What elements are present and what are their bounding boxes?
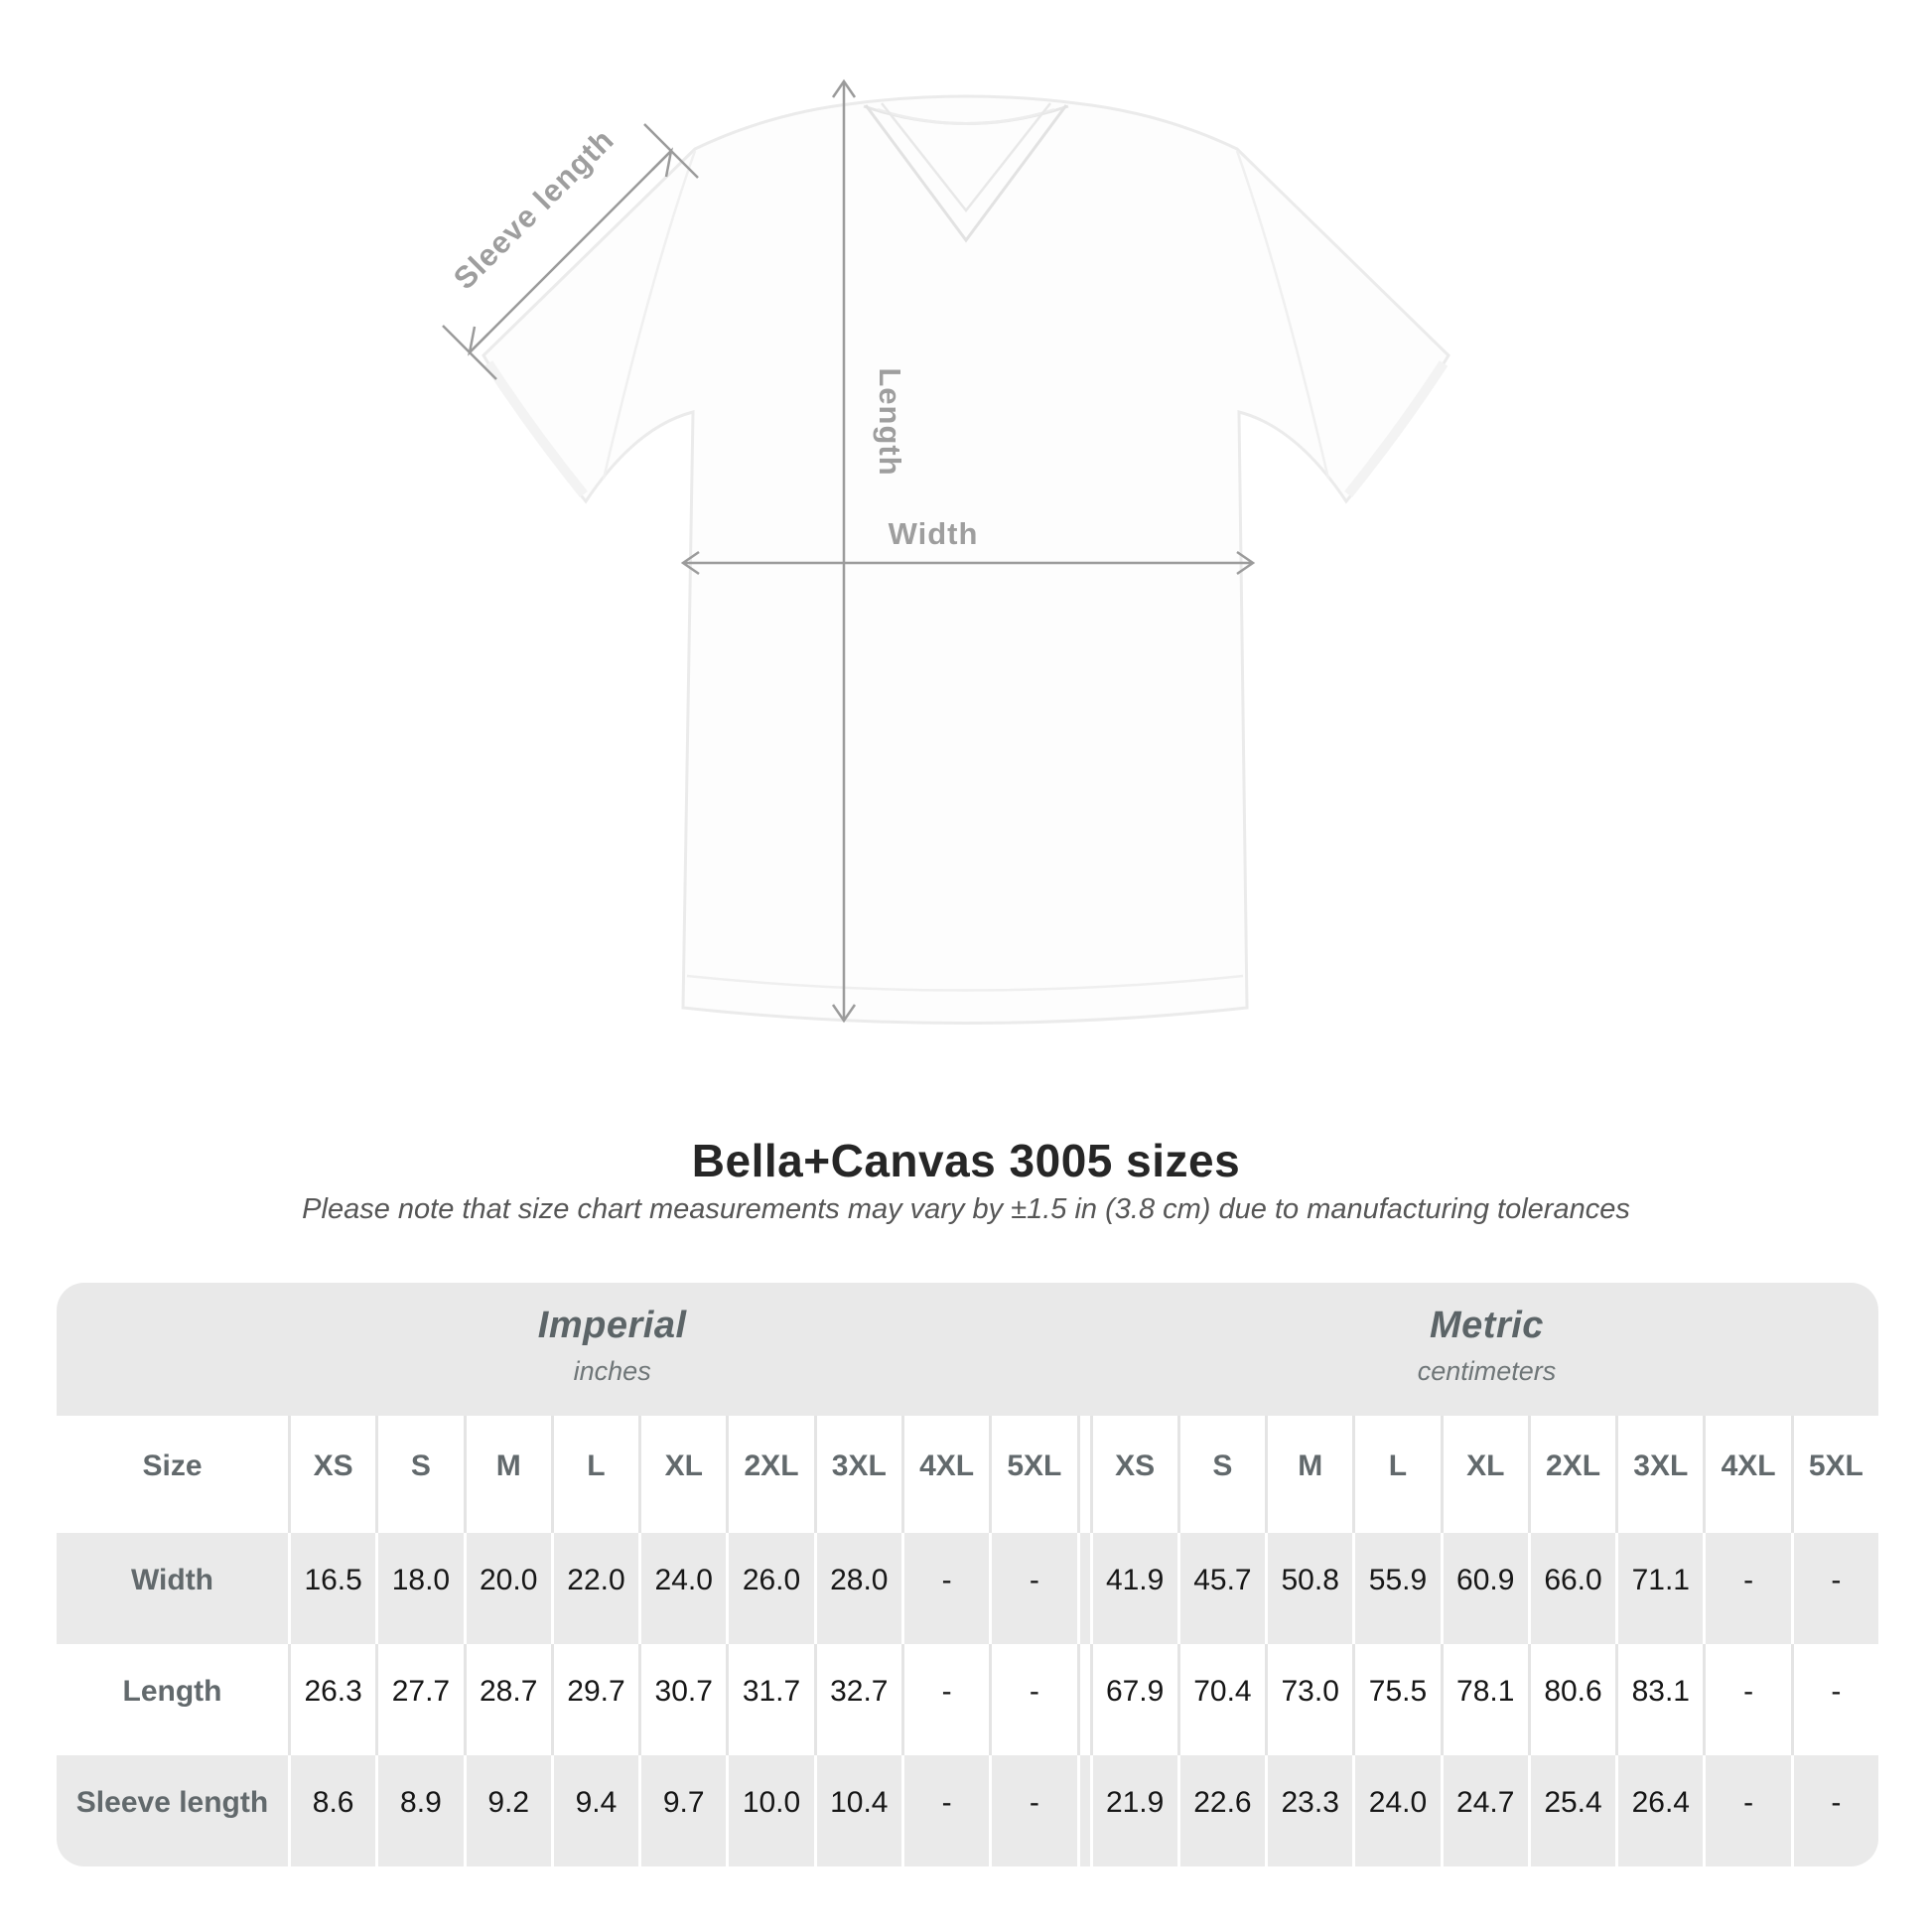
cell-width-imperial-5xl: -: [992, 1533, 1076, 1644]
size-header-metric-l: L: [1355, 1416, 1440, 1533]
tolerance-note: Please note that size chart measurements may vary by ±1.5 in (3.8 cm) due to manufacturing tolerances: [302, 1193, 1630, 1225]
cell-width-metric-s: 45.7: [1180, 1533, 1265, 1644]
metric-unit: centimeters: [1417, 1356, 1557, 1387]
cell-sleeve-length-metric-5xl: -: [1794, 1755, 1878, 1866]
cell-length-metric-2xl: 80.6: [1531, 1644, 1615, 1755]
cell-width-imperial-xl: 24.0: [641, 1533, 726, 1644]
size-header-metric-5xl: 5XL: [1794, 1416, 1878, 1533]
cell-sleeve-length-imperial-xl: 9.7: [641, 1755, 726, 1866]
group-divider: [1080, 1755, 1090, 1866]
size-column-header: Size: [57, 1416, 288, 1533]
page-title: Bella+Canvas 3005 sizes: [691, 1135, 1241, 1186]
cell-length-imperial-s: 27.7: [378, 1644, 463, 1755]
cell-length-imperial-xs: 26.3: [291, 1644, 375, 1755]
cell-width-metric-4xl: -: [1706, 1533, 1790, 1644]
cell-width-imperial-l: 22.0: [554, 1533, 638, 1644]
metric-label: Metric: [1430, 1305, 1544, 1347]
imperial-label: Imperial: [537, 1305, 687, 1347]
sleeve-length-label: Sleeve length: [446, 121, 621, 297]
cell-sleeve-length-metric-l: 24.0: [1355, 1755, 1440, 1866]
cell-sleeve-length-metric-xl: 24.7: [1444, 1755, 1528, 1866]
row-label-sleeve-length: Sleeve length: [57, 1755, 288, 1866]
cell-sleeve-length-imperial-s: 8.9: [378, 1755, 463, 1866]
cell-width-metric-xl: 60.9: [1444, 1533, 1528, 1644]
cell-sleeve-length-imperial-2xl: 10.0: [729, 1755, 813, 1866]
size-header-imperial-xl: XL: [641, 1416, 726, 1533]
cell-width-imperial-m: 20.0: [467, 1533, 551, 1644]
imperial-unit-header: [538, 1305, 687, 1387]
metric-unit-header: [1418, 1305, 1557, 1387]
table-row-sleeve-length: [57, 1755, 1878, 1866]
cell-sleeve-length-imperial-4xl: -: [904, 1755, 989, 1866]
cell-length-metric-xl: 78.1: [1444, 1644, 1528, 1755]
size-header-imperial-m: M: [467, 1416, 551, 1533]
cell-width-metric-3xl: 71.1: [1618, 1533, 1703, 1644]
cell-length-metric-4xl: -: [1706, 1644, 1790, 1755]
cell-width-imperial-xs: 16.5: [291, 1533, 375, 1644]
cell-length-imperial-xl: 30.7: [641, 1644, 726, 1755]
unit-header-band: [57, 1283, 1878, 1416]
size-header-metric-4xl: 4XL: [1706, 1416, 1790, 1533]
cell-sleeve-length-imperial-l: 9.4: [554, 1755, 638, 1866]
size-header-metric-3xl: 3XL: [1618, 1416, 1703, 1533]
width-label: Width: [888, 516, 979, 551]
cell-sleeve-length-imperial-m: 9.2: [467, 1755, 551, 1866]
imperial-unit: inches: [573, 1356, 651, 1387]
size-header-imperial-2xl: 2XL: [729, 1416, 813, 1533]
cell-length-metric-xs: 67.9: [1093, 1644, 1177, 1755]
row-label-width: Width: [57, 1533, 288, 1644]
cell-width-metric-5xl: -: [1794, 1533, 1878, 1644]
cell-length-imperial-4xl: -: [904, 1644, 989, 1755]
size-table: [57, 1283, 1878, 1866]
cell-length-imperial-3xl: 32.7: [817, 1644, 901, 1755]
cell-length-imperial-m: 28.7: [467, 1644, 551, 1755]
cell-width-metric-l: 55.9: [1355, 1533, 1440, 1644]
cell-length-imperial-l: 29.7: [554, 1644, 638, 1755]
cell-width-metric-m: 50.8: [1268, 1533, 1352, 1644]
cell-length-metric-3xl: 83.1: [1618, 1644, 1703, 1755]
group-divider: [1080, 1533, 1090, 1644]
cell-sleeve-length-metric-xs: 21.9: [1093, 1755, 1177, 1866]
size-header-imperial-xs: XS: [291, 1416, 375, 1533]
table-row-width: [57, 1533, 1878, 1644]
cell-sleeve-length-metric-s: 22.6: [1180, 1755, 1265, 1866]
cell-width-metric-2xl: 66.0: [1531, 1533, 1615, 1644]
cell-sleeve-length-metric-m: 23.3: [1268, 1755, 1352, 1866]
size-header-metric-xs: XS: [1093, 1416, 1177, 1533]
size-header-imperial-s: S: [378, 1416, 463, 1533]
cell-width-metric-xs: 41.9: [1093, 1533, 1177, 1644]
tshirt-body: [483, 96, 1449, 1024]
cell-sleeve-length-imperial-3xl: 10.4: [817, 1755, 901, 1866]
cell-width-imperial-4xl: -: [904, 1533, 989, 1644]
cell-sleeve-length-imperial-5xl: -: [992, 1755, 1076, 1866]
cell-width-imperial-3xl: 28.0: [817, 1533, 901, 1644]
cell-sleeve-length-imperial-xs: 8.6: [291, 1755, 375, 1866]
cell-sleeve-length-metric-3xl: 26.4: [1618, 1755, 1703, 1866]
size-header-imperial-5xl: 5XL: [992, 1416, 1076, 1533]
cell-length-imperial-2xl: 31.7: [729, 1644, 813, 1755]
cell-length-metric-l: 75.5: [1355, 1644, 1440, 1755]
cell-length-metric-m: 73.0: [1268, 1644, 1352, 1755]
cell-sleeve-length-metric-2xl: 25.4: [1531, 1755, 1615, 1866]
size-header-metric-xl: XL: [1444, 1416, 1528, 1533]
size-header-row: [57, 1416, 1878, 1533]
length-label: Length: [873, 367, 907, 477]
row-label-length: Length: [57, 1644, 288, 1755]
size-table-grid: [57, 1416, 1878, 1866]
size-header-metric-2xl: 2XL: [1531, 1416, 1615, 1533]
size-header-imperial-4xl: 4XL: [904, 1416, 989, 1533]
group-divider: [1080, 1416, 1090, 1533]
cell-sleeve-length-metric-4xl: -: [1706, 1755, 1790, 1866]
cell-length-metric-5xl: -: [1794, 1644, 1878, 1755]
cell-length-imperial-5xl: -: [992, 1644, 1076, 1755]
cell-length-metric-s: 70.4: [1180, 1644, 1265, 1755]
size-header-imperial-l: L: [554, 1416, 638, 1533]
table-row-length: [57, 1644, 1878, 1755]
size-header-metric-s: S: [1180, 1416, 1265, 1533]
size-header-imperial-3xl: 3XL: [817, 1416, 901, 1533]
cell-width-imperial-2xl: 26.0: [729, 1533, 813, 1644]
size-header-metric-m: M: [1268, 1416, 1352, 1533]
group-divider: [1080, 1644, 1090, 1755]
cell-width-imperial-s: 18.0: [378, 1533, 463, 1644]
